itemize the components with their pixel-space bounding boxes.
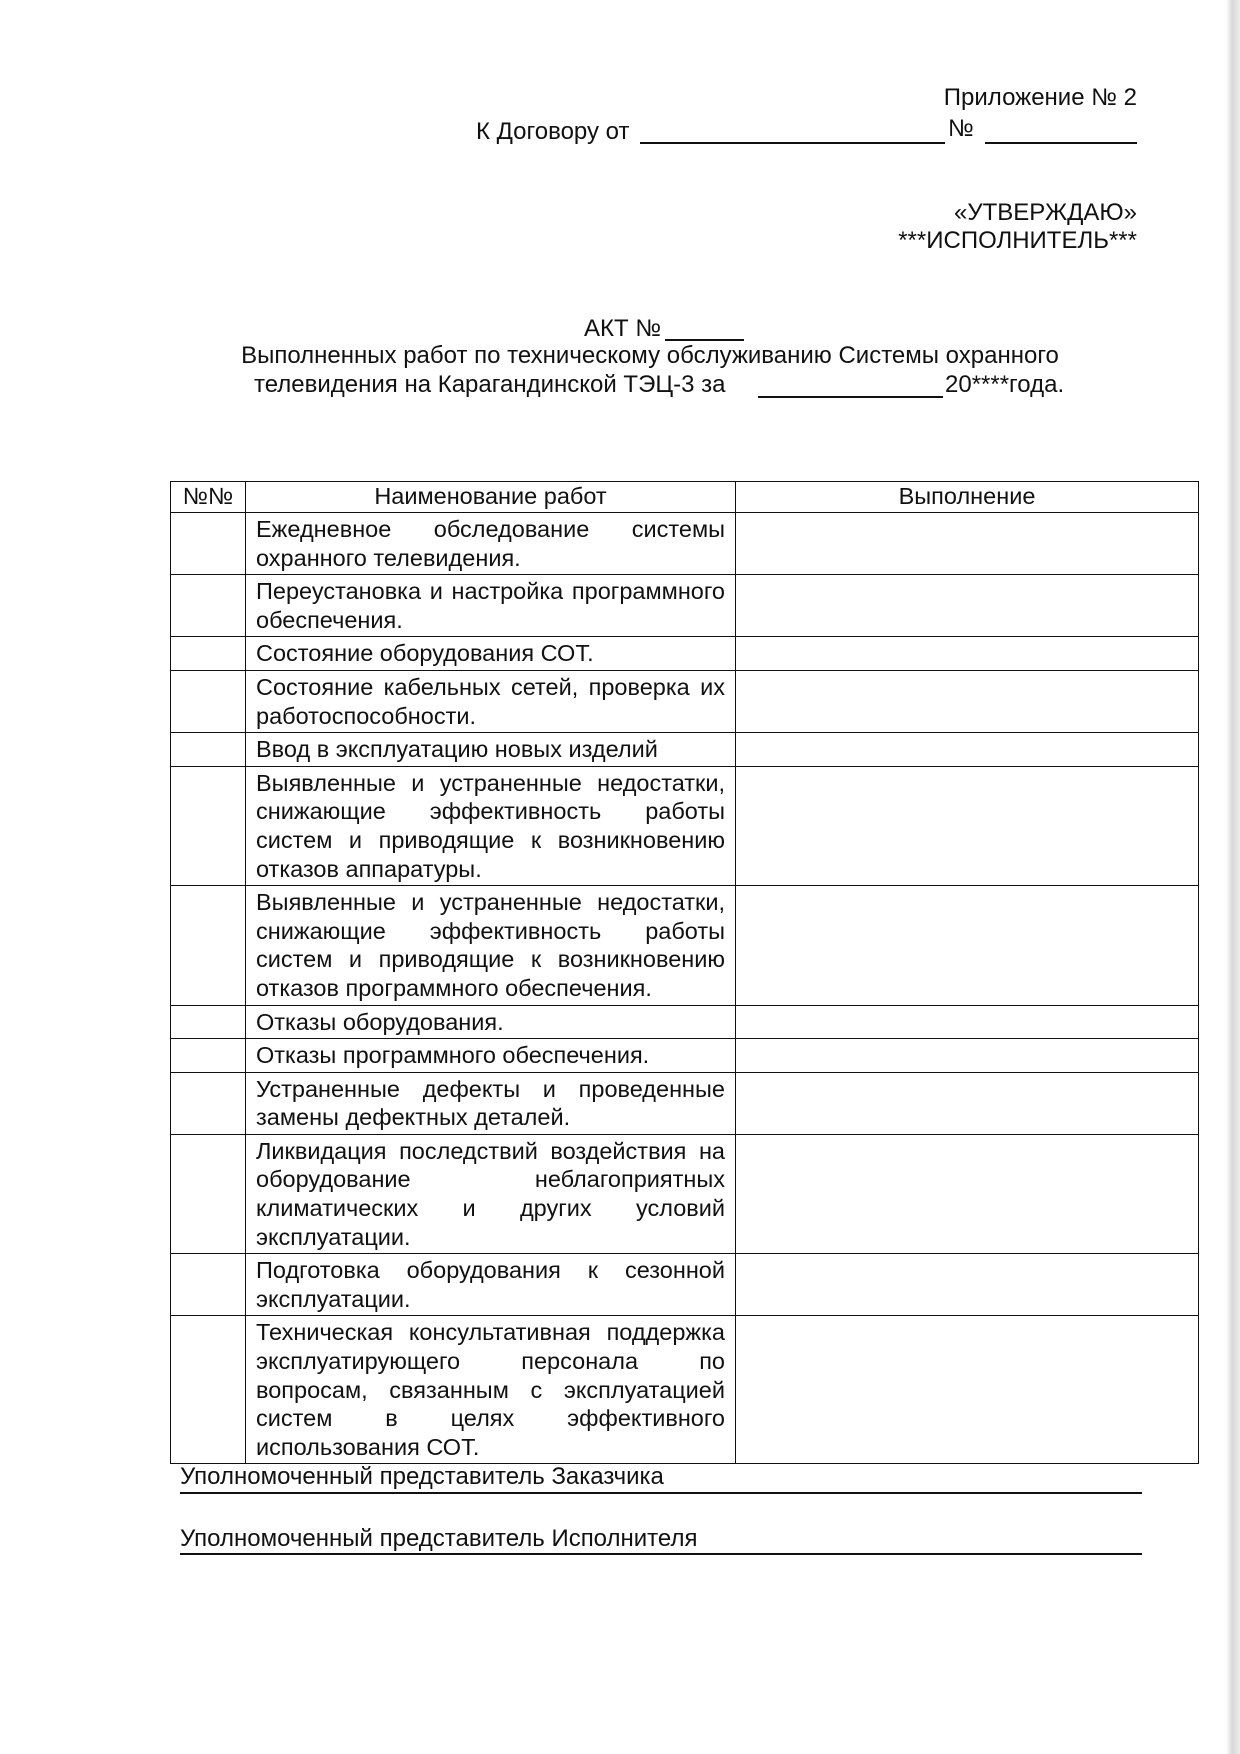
customer-signature-line[interactable] bbox=[180, 1492, 1142, 1494]
table-row bbox=[171, 766, 1199, 885]
table-row bbox=[171, 575, 1199, 637]
row-number-cell bbox=[171, 1254, 246, 1316]
executor-label: ***ИСПОЛНИТЕЛЬ*** bbox=[898, 227, 1137, 254]
contract-number-blank bbox=[985, 142, 1137, 144]
table-row bbox=[171, 1072, 1199, 1134]
row-number-cell bbox=[171, 1134, 246, 1253]
row-number-cell bbox=[171, 637, 246, 671]
work-name bbox=[246, 1039, 736, 1073]
row-number-cell bbox=[171, 1039, 246, 1073]
work-name-text: Состояние оборудования СОТ. bbox=[256, 640, 594, 667]
execution-cell[interactable] bbox=[736, 1039, 1199, 1073]
table-row bbox=[171, 1005, 1199, 1039]
row-number-cell bbox=[171, 513, 246, 575]
executor-signature-line[interactable] bbox=[180, 1553, 1142, 1555]
work-name-text: Отказы оборудования. bbox=[256, 1008, 504, 1035]
row-number-cell bbox=[171, 1072, 246, 1134]
work-name-text: Ввод в эксплуатацию новых изделий bbox=[256, 736, 658, 763]
execution-cell[interactable] bbox=[736, 1316, 1199, 1464]
work-name bbox=[246, 1316, 736, 1464]
work-name bbox=[246, 575, 736, 637]
act-title-line1: Выполненных работ по техническому обслуживанию Системы охранного bbox=[241, 342, 1059, 369]
table-row bbox=[171, 1039, 1199, 1073]
work-name bbox=[246, 670, 736, 732]
col-header-name: Наименование работ bbox=[246, 482, 736, 513]
period-blank bbox=[758, 396, 943, 398]
row-number-cell bbox=[171, 1316, 246, 1464]
work-name bbox=[246, 513, 736, 575]
table-header-row bbox=[171, 482, 1199, 513]
appendix-label: Приложение № 2 bbox=[943, 84, 1137, 111]
work-name bbox=[246, 766, 736, 885]
executor-representative-label: Уполномоченный представитель Исполнителя bbox=[180, 1525, 698, 1552]
act-number-label: АКТ № bbox=[584, 315, 662, 342]
execution-cell[interactable] bbox=[736, 670, 1199, 732]
work-name-text: Отказы программного обеспечения. bbox=[256, 1042, 650, 1069]
execution-cell[interactable] bbox=[736, 886, 1199, 1005]
contract-number-sign: № bbox=[948, 115, 974, 142]
execution-cell[interactable] bbox=[736, 637, 1199, 671]
work-name bbox=[246, 1254, 736, 1316]
table-row bbox=[171, 733, 1199, 767]
work-name-text: Ежедневное обследование системы охранного телевидения. bbox=[256, 516, 725, 571]
work-name bbox=[246, 733, 736, 767]
row-number-cell bbox=[171, 766, 246, 885]
table-row bbox=[171, 1254, 1199, 1316]
table-row bbox=[171, 513, 1199, 575]
act-title-line2: телевидения на Карагандинской ТЭЦ-3 за bbox=[254, 371, 726, 398]
work-name bbox=[246, 1072, 736, 1134]
approve-label: «УТВЕРЖДАЮ» bbox=[953, 199, 1137, 226]
execution-cell[interactable] bbox=[736, 733, 1199, 767]
col-header-execution: Выполнение bbox=[736, 482, 1199, 513]
work-name-text: Устраненные дефекты и проведенные замены дефектных деталей. bbox=[256, 1075, 725, 1131]
execution-cell[interactable] bbox=[736, 513, 1199, 575]
work-name-text: Техническая консультативная поддержка эксплуатирующего персонала по вопросам, связанным с эксплуатацией систем в целях эффективного использования СОТ. bbox=[256, 1319, 725, 1460]
row-number-cell bbox=[171, 733, 246, 767]
table-row bbox=[171, 1316, 1199, 1464]
table-row bbox=[171, 670, 1199, 732]
work-name bbox=[246, 886, 736, 1005]
work-name-text: Состояние кабельных сетей, проверка их работоспособности. bbox=[256, 673, 725, 729]
table-row bbox=[171, 637, 1199, 671]
contract-prefix: К Договору от bbox=[476, 118, 630, 145]
work-name bbox=[246, 1134, 736, 1253]
work-name-text: Выявленные и устраненные недостатки, снижающие эффективность работы систем и приводящие к возникновению отказов программного обеспечения. bbox=[256, 889, 725, 1001]
act-number-blank bbox=[665, 339, 744, 341]
work-name-text: Ликвидация последствий воздействия на оборудование неблагоприятных климатических и других условий эксплуатации. bbox=[256, 1137, 725, 1250]
execution-cell[interactable] bbox=[736, 1134, 1199, 1253]
execution-cell[interactable] bbox=[736, 766, 1199, 885]
table-row bbox=[171, 1134, 1199, 1253]
work-name bbox=[246, 1005, 736, 1039]
row-number-cell bbox=[171, 886, 246, 1005]
customer-representative-label: Уполномоченный представитель Заказчика bbox=[180, 1463, 664, 1490]
row-number-cell bbox=[171, 575, 246, 637]
work-name-text: Выявленные и устраненные недостатки, снижающие эффективность работы систем и приводящие к возникновению отказов аппаратуры. bbox=[256, 769, 725, 882]
act-title-year: 20****года. bbox=[945, 371, 1065, 398]
col-header-number: №№ bbox=[171, 482, 246, 513]
execution-cell[interactable] bbox=[736, 1254, 1199, 1316]
work-name bbox=[246, 637, 736, 671]
row-number-cell bbox=[171, 1005, 246, 1039]
table-row bbox=[171, 886, 1199, 1005]
work-name-text: Подготовка оборудования к сезонной эксплуатации. bbox=[256, 1257, 725, 1312]
scan-edge bbox=[1226, 0, 1240, 1754]
contract-date-blank bbox=[640, 142, 945, 144]
execution-cell[interactable] bbox=[736, 1072, 1199, 1134]
execution-cell[interactable] bbox=[736, 1005, 1199, 1039]
works-table bbox=[170, 481, 1199, 1464]
execution-cell[interactable] bbox=[736, 575, 1199, 637]
work-name-text: Переустановка и настройка программного обеспечения. bbox=[256, 578, 725, 633]
row-number-cell bbox=[171, 670, 246, 732]
